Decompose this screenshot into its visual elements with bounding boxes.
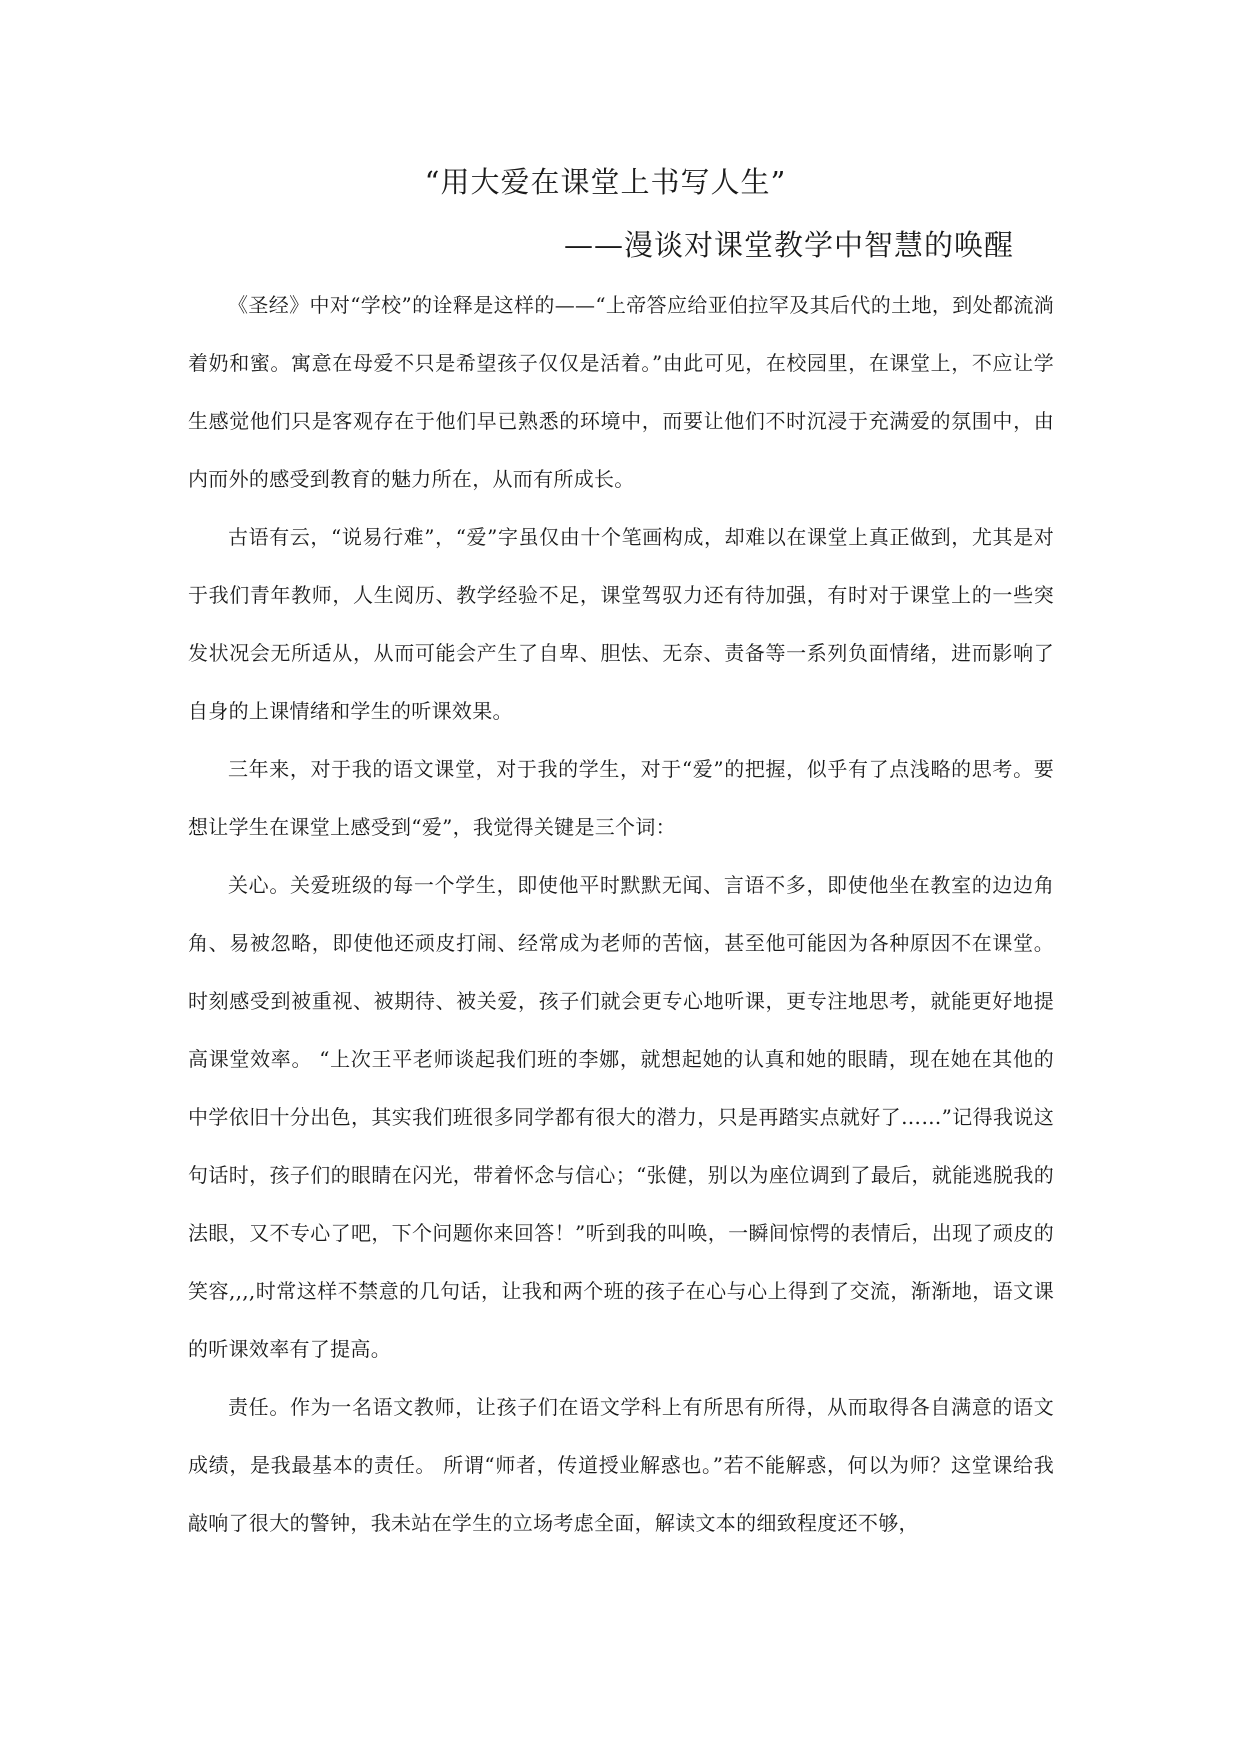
- document-body: [188, 276, 1054, 1552]
- paragraph: 三年来，对于我的语文课堂，对于我的学生，对于“爱”的把握，似乎有了点浅略的思考。要想让学生在课堂上感受到“爱”，我觉得关键是三个词：: [188, 757, 1054, 839]
- title-text: “用大爱在课堂上书写人生”: [424, 165, 787, 199]
- document-title: [0, 162, 1241, 202]
- paragraph: 关心。关爱班级的每一个学生，即使他平时默默无闻、言语不多，即使他坐在教室的边边角角、易被忽略，即使他还顽皮打闹、经常成为老师的苦恼，甚至他可能因为各种原因不在课堂。时刻感受到被重视、被期待、被关爱，孩子们就会更专心地听课，更专注地思考，就能更好地提高课堂效率。 “上次王平老师谈起我们班的李娜，就想起她的认真和她的眼睛，现在她在其他的中学依旧十分出色，其实我们班很多同学都有很大的潜力，只是再踏实点就好了……”记得我说这句话时，孩子们的眼睛在闪光，带着怀念与信心；“张健，别以为座位调到了最后，就能逃脱我的法眼，又不专心了吧，下个问题你来回答！”听到我的叫唤，一瞬间惊愕的表情后，出现了顽皮的笑容,,,,时常这样不禁意的几句话，让我和两个班的孩子在心与心上得到了交流，渐渐地，语文课的听课效率有了提高。: [188, 873, 1054, 1361]
- document-subtitle: ——漫谈对课堂教学中智慧的唤醒: [564, 228, 1015, 262]
- paragraph: 古语有云，“说易行难”，“爱”字虽仅由十个笔画构成，却难以在课堂上真正做到，尤其是对于我们青年教师，人生阅历、教学经验不足，课堂驾驭力还有待加强，有时对于课堂上的一些突发状况会无所适从，从而可能会产生了自卑、胆怯、无奈、责备等一系列负面情绪，进而影响了自身的上课情绪和学生的听课效果。: [188, 525, 1054, 723]
- paragraph: 《圣经》中对“学校”的诠释是这样的——“上帝答应给亚伯拉罕及其后代的土地，到处都流淌着奶和蜜。寓意在母爱不只是希望孩子仅仅是活着。”由此可见，在校园里，在课堂上，不应让学生感觉他们只是客观存在于他们早已熟悉的环境中，而要让他们不时沉浸于充满爱的氛围中，由内而外的感受到教育的魅力所在，从而有所成长。: [188, 293, 1054, 491]
- paragraph: 责任。作为一名语文教师，让孩子们在语文学科上有所思有所得，从而取得各自满意的语文成绩，是我最基本的责任。 所谓“师者，传道授业解惑也。”若不能解惑，何以为师？这堂课给我敲响了很大的警钟，我未站在学生的立场考虑全面，解读文本的细致程度还不够，: [188, 1395, 1054, 1535]
